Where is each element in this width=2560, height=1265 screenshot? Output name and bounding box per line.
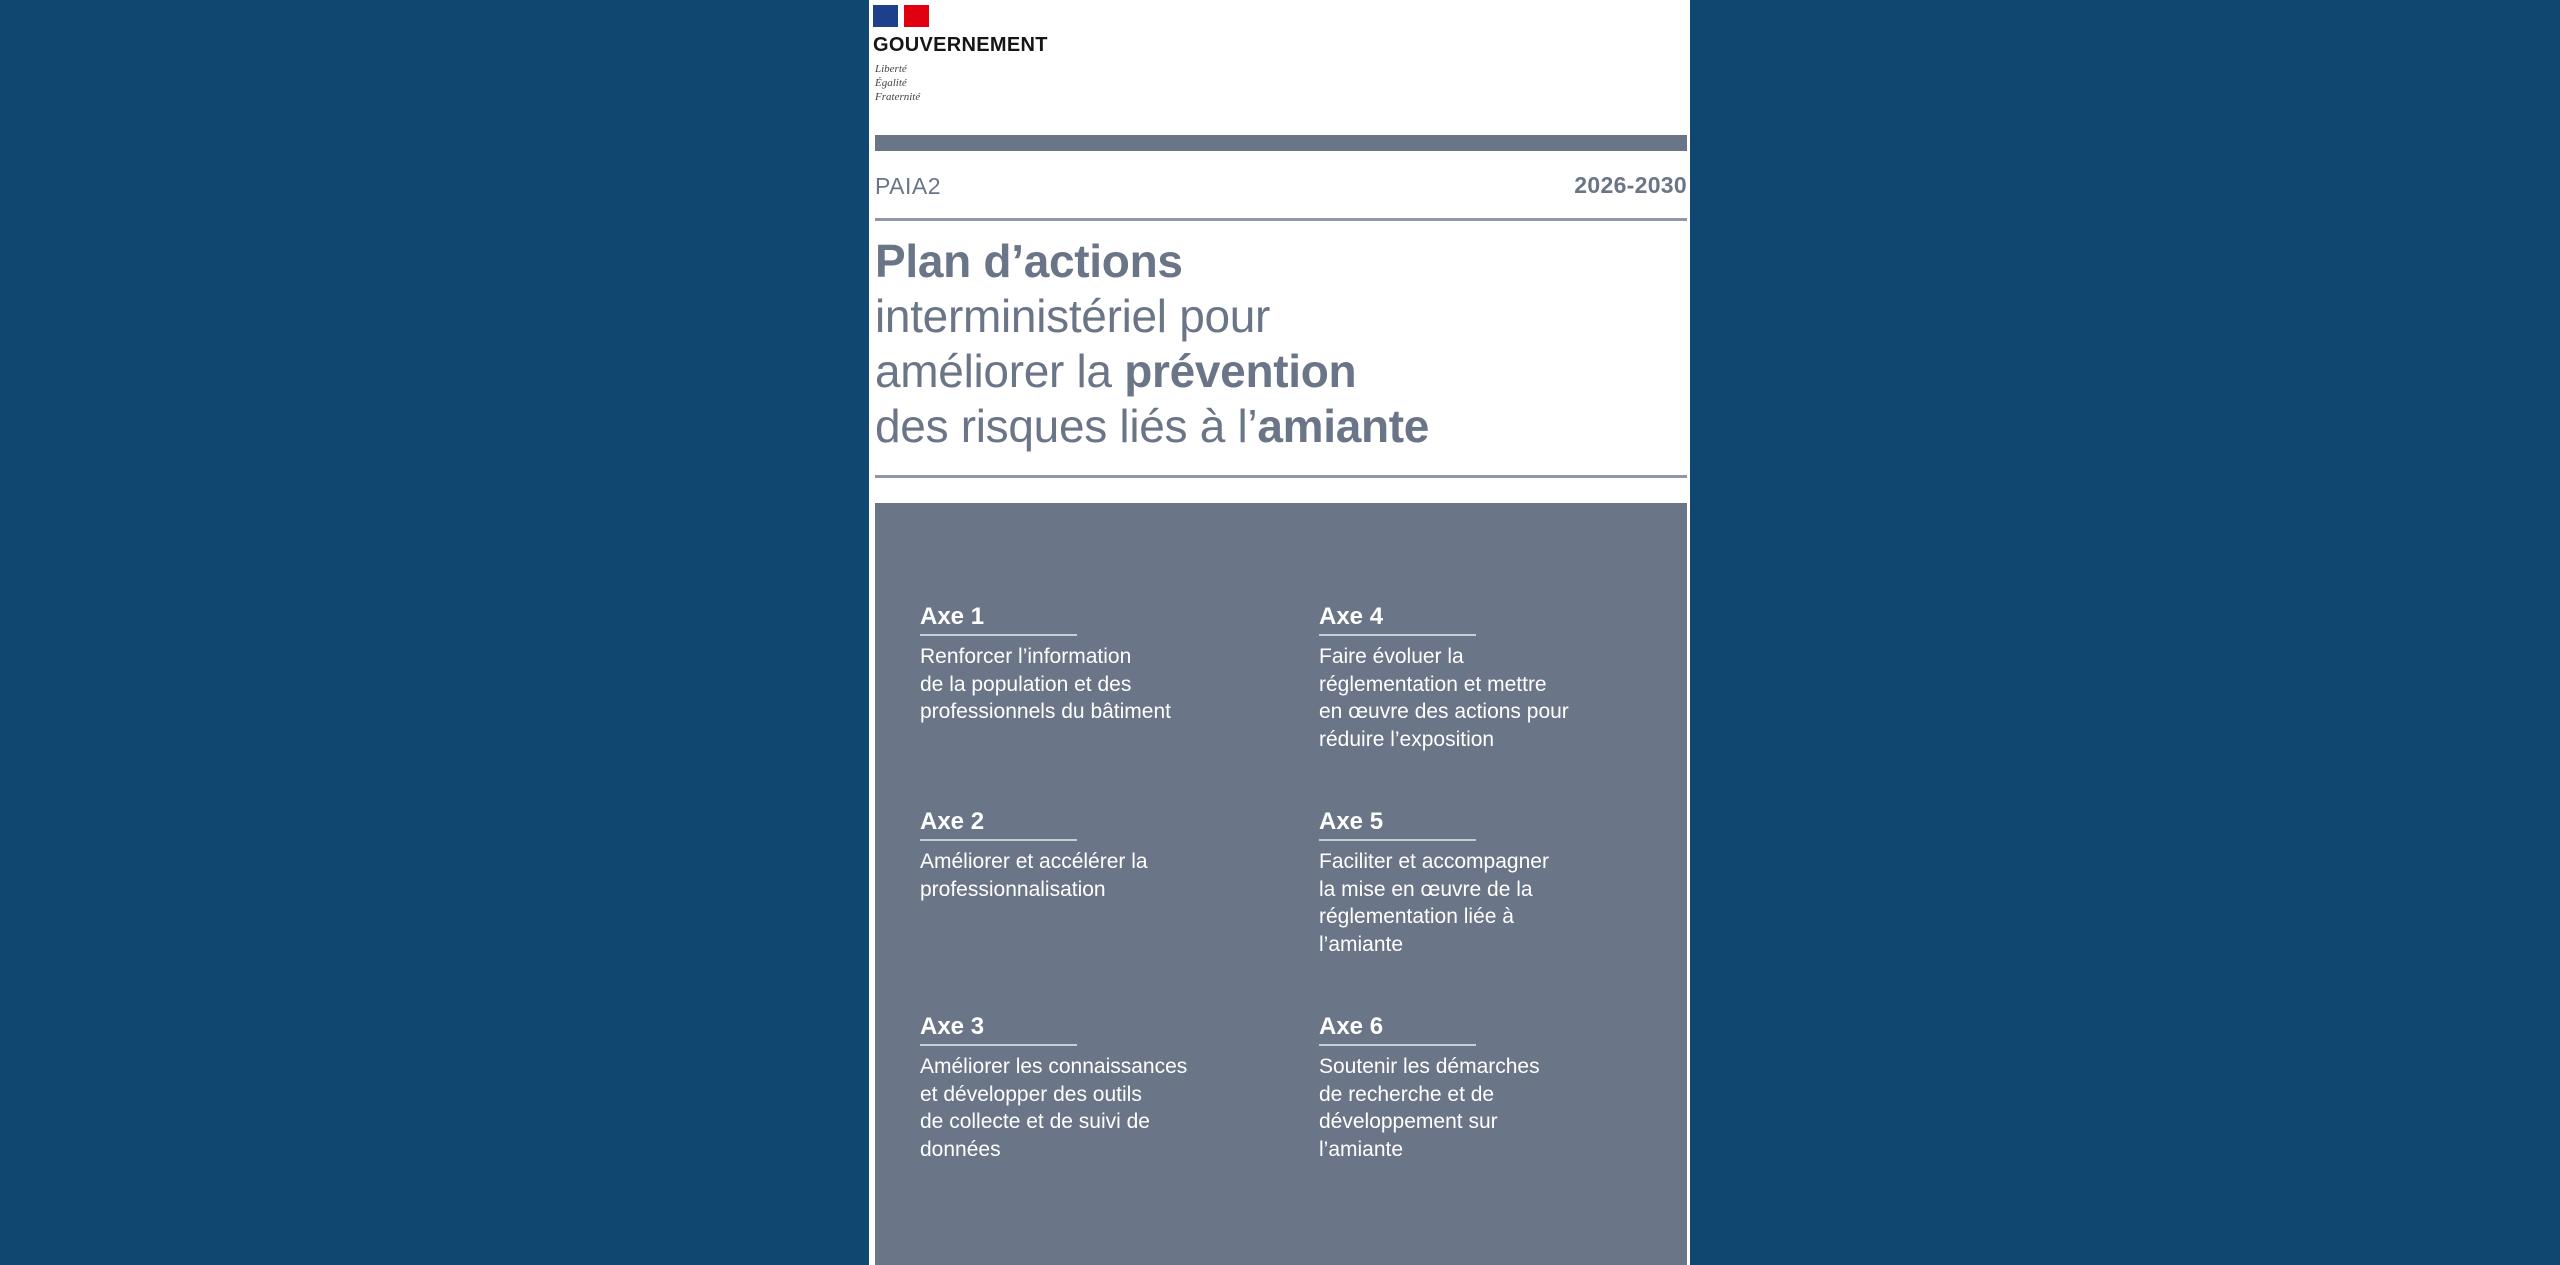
axe-description: Renforcer l’information de la population et des professionnels du bâtiment bbox=[920, 645, 1171, 723]
document-page bbox=[869, 0, 1690, 1265]
axe-3 bbox=[920, 1013, 1250, 1163]
axe-1 bbox=[920, 603, 1250, 726]
axe-underline bbox=[1319, 1044, 1476, 1046]
axe-underline bbox=[920, 1044, 1077, 1046]
motto-liberte: Liberté bbox=[875, 63, 907, 75]
french-flag-icon bbox=[873, 5, 929, 27]
republic-motto bbox=[875, 62, 920, 104]
title-line-3: améliorer la prévention bbox=[875, 345, 1357, 397]
title-line-2: interministériel pour bbox=[875, 290, 1271, 342]
axe-description: Faire évoluer la réglementation et mettre en œuvre des actions pour réduire l’exposition bbox=[1319, 645, 1569, 751]
document-title bbox=[875, 234, 1675, 454]
axe-underline bbox=[920, 634, 1077, 636]
motto-fraternite: Fraternité bbox=[875, 91, 921, 103]
axe-title: Axe 5 bbox=[1319, 808, 1384, 835]
divider-bottom bbox=[875, 475, 1687, 478]
government-name: GOUVERNEMENT bbox=[873, 34, 1048, 56]
axe-5 bbox=[1319, 808, 1649, 958]
axe-title: Axe 3 bbox=[920, 1013, 985, 1040]
header-bar bbox=[875, 135, 1687, 151]
axe-underline bbox=[920, 839, 1077, 841]
title-line-4: des risques liés à l’amiante bbox=[875, 400, 1430, 452]
title-line-1: Plan d’actions bbox=[875, 235, 1183, 287]
axe-title: Axe 4 bbox=[1319, 603, 1384, 630]
plan-code: PAIA2 bbox=[875, 173, 941, 199]
axe-title: Axe 2 bbox=[920, 808, 985, 835]
plan-years: 2026-2030 bbox=[1574, 172, 1687, 198]
axe-title: Axe 6 bbox=[1319, 1013, 1384, 1040]
axe-4 bbox=[1319, 603, 1649, 753]
axe-underline bbox=[1319, 634, 1476, 636]
axes-panel bbox=[875, 503, 1687, 1265]
axe-description: Améliorer et accélérer la professionnalisation bbox=[920, 850, 1148, 901]
axe-description: Améliorer les connaissances et développer des outils de collecte et de suivi de données bbox=[920, 1055, 1188, 1161]
government-logo bbox=[873, 5, 1073, 105]
axe-underline bbox=[1319, 839, 1476, 841]
axe-6 bbox=[1319, 1013, 1649, 1163]
axe-2 bbox=[920, 808, 1250, 903]
axe-description: Soutenir les démarches de recherche et de développement sur l’amiante bbox=[1319, 1055, 1540, 1161]
axe-title: Axe 1 bbox=[920, 603, 985, 630]
motto-egalite: Égalité bbox=[875, 77, 907, 89]
divider-top bbox=[875, 218, 1687, 221]
axe-description: Faciliter et accompagner la mise en œuvre de la réglementation liée à l’amiante bbox=[1319, 850, 1549, 956]
